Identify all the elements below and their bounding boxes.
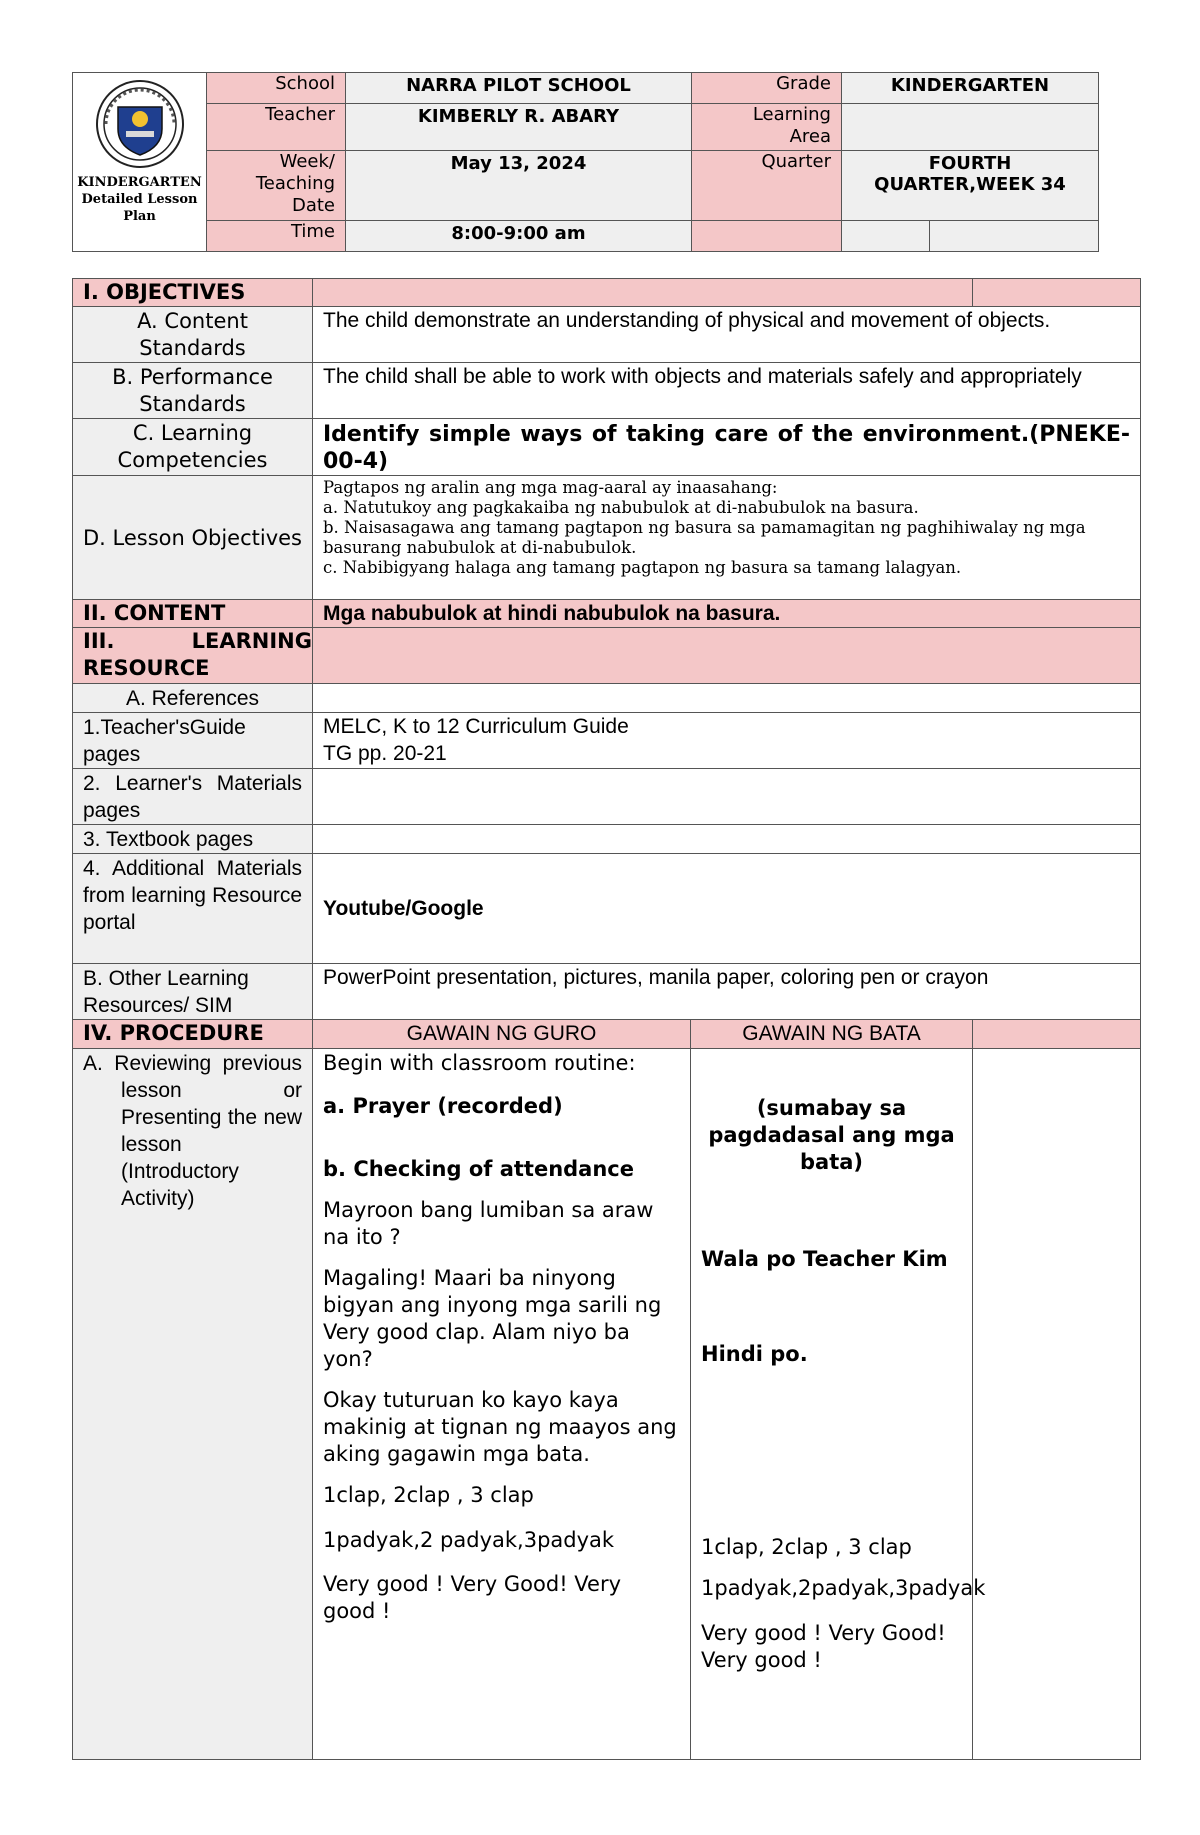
week-value: May 13, 2024 [346,151,692,221]
grade-value: KINDERGARTEN [842,73,1099,104]
absent-question: Mayroon bang lumiban sa araw na ito ? [323,1198,654,1249]
textbook-label: 3. Textbook pages [73,825,313,854]
content-standards-label: A. Content Standards [73,307,313,363]
child-clap-text: 1clap, 2clap , 3 clap [701,1535,912,1559]
prayer-text: a. Prayer (recorded) [323,1094,563,1118]
other-resources-text: PowerPoint presentation, pictures, manila paper, coloring pen or crayon [313,964,1141,1020]
teachers-guide-label: 1.Teacher'sGuide pages [73,713,313,769]
lesson-objectives-text: Pagtapos ng aralin ang mga mag-aaral ay inaasahang: a. Natutukoy ang pagkakaiba ng nabubulok at di-nabubulok na basura. b. Naisasagawa ang tamang pagtapon ng basura sa pamamagitan ng paghihiwalay ng mga basurang nabubulok at di-nabubulok. c. Nabibigyang halaga ang tamang pagtapon ng basura sa tamang lalagyan. [313,476,1141,600]
additional-materials-text: Youtube/Google [313,854,1141,964]
performance-standards-text: The child shall be able to work with objects and materials safely and appropriately [313,363,1141,419]
very-good-text: Very good ! Very Good! Very good ! [323,1572,622,1623]
child-padyak-text: 1padyak,2padyak,3padyak [701,1576,986,1600]
school-value: NARRA PILOT SCHOOL [346,73,692,104]
empty-cell [973,1049,1141,1760]
quarter-label: Quarter [692,151,842,221]
padyak-text: 1padyak,2 padyak,3padyak [323,1528,615,1552]
clap-text: 1clap, 2clap , 3 clap [323,1483,534,1507]
empty-cell [313,628,1141,684]
time-label: Time [207,221,346,252]
teacher-activity-cell [313,1049,691,1760]
additional-materials-label: 4. Additional Materials from learning Resource portal [73,854,313,964]
deped-seal-icon [92,79,188,169]
empty-cell [313,769,1141,825]
child-wala-text: Wala po Teacher Kim [701,1247,948,1271]
grade-label: Grade [692,73,842,104]
content-standards-text: The child demonstrate an understanding of physical and movement of objects. [313,307,1141,363]
procedure-step-label: A. Reviewing previous lesson or Presenting the new lesson (Introductory Activity) [73,1049,313,1760]
child-very-good-text: Very good ! Very Good! Very good ! [701,1621,946,1672]
learning-resource-heading: III. LEARNING RESOURCE [73,628,313,684]
procedure-heading: IV. PROCEDURE [73,1020,313,1049]
attendance-text: b. Checking of attendance [323,1157,634,1181]
objectives-heading: I. OBJECTIVES [73,279,313,307]
header-table [72,72,1099,252]
lesson-objectives-label: D. Lesson Objectives [73,476,313,600]
empty-cell [313,825,1141,854]
clap-question: Magaling! Maari ba ninyong bigyan ang inyong mga sarili ng Very good clap. Alam niyo ba yon? [323,1266,662,1371]
empty-cell [313,279,973,307]
child-hindi-text: Hindi po. [701,1342,808,1366]
teacher-activity-header: GAWAIN NG GURO [313,1020,691,1049]
teacher-label: Teacher [207,104,346,151]
empty-cell [930,221,1099,252]
learning-area-value [842,104,1099,151]
empty-cell [842,221,930,252]
empty-cell [973,279,1141,307]
content-heading: II. CONTENT [73,600,313,628]
logo-caption: KINDERGARTEN Detailed Lesson Plan [77,175,202,224]
empty-cell [313,684,1141,713]
time-value: 8:00-9:00 am [346,221,692,252]
teachers-guide-text: MELC, K to 12 Curriculum Guide TG pp. 20-21 [313,713,1141,769]
child-pray-text: (sumabay sa pagdadasal ang mga bata) [708,1096,955,1174]
child-activity-cell [691,1049,986,1760]
other-resources-label: B. Other Learning Resources/ SIM [73,964,313,1020]
empty-cell [692,221,842,252]
lesson-plan-table [72,278,1141,1760]
logo-cell [73,73,207,252]
empty-cell [973,1020,1141,1049]
learning-competencies-text: Identify simple ways of taking care of the environment.(PNEKE-00-4) [313,419,1141,476]
teacher-value: KIMBERLY R. ABARY [346,104,692,151]
child-activity-header: GAWAIN NG BATA [691,1020,973,1049]
routine-text: Begin with classroom routine: [323,1051,636,1075]
learning-competencies-label: C. Learning Competencies [73,419,313,476]
teach-text: Okay tuturuan ko kayo kaya makinig at tignan ng maayos ang aking gagawin mga bata. [323,1388,677,1466]
week-label: Week/ Teaching Date [207,151,346,221]
references-label: A. References [73,684,313,713]
learners-materials-label: 2. Learner's Materials pages [73,769,313,825]
content-text: Mga nabubulok at hindi nabubulok na basura. [313,600,1141,628]
quarter-value: FOURTH QUARTER,WEEK 34 [842,151,1099,221]
performance-standards-label: B. Performance Standards [73,363,313,419]
school-label: School [207,73,346,104]
learning-area-label: Learning Area [692,104,842,151]
